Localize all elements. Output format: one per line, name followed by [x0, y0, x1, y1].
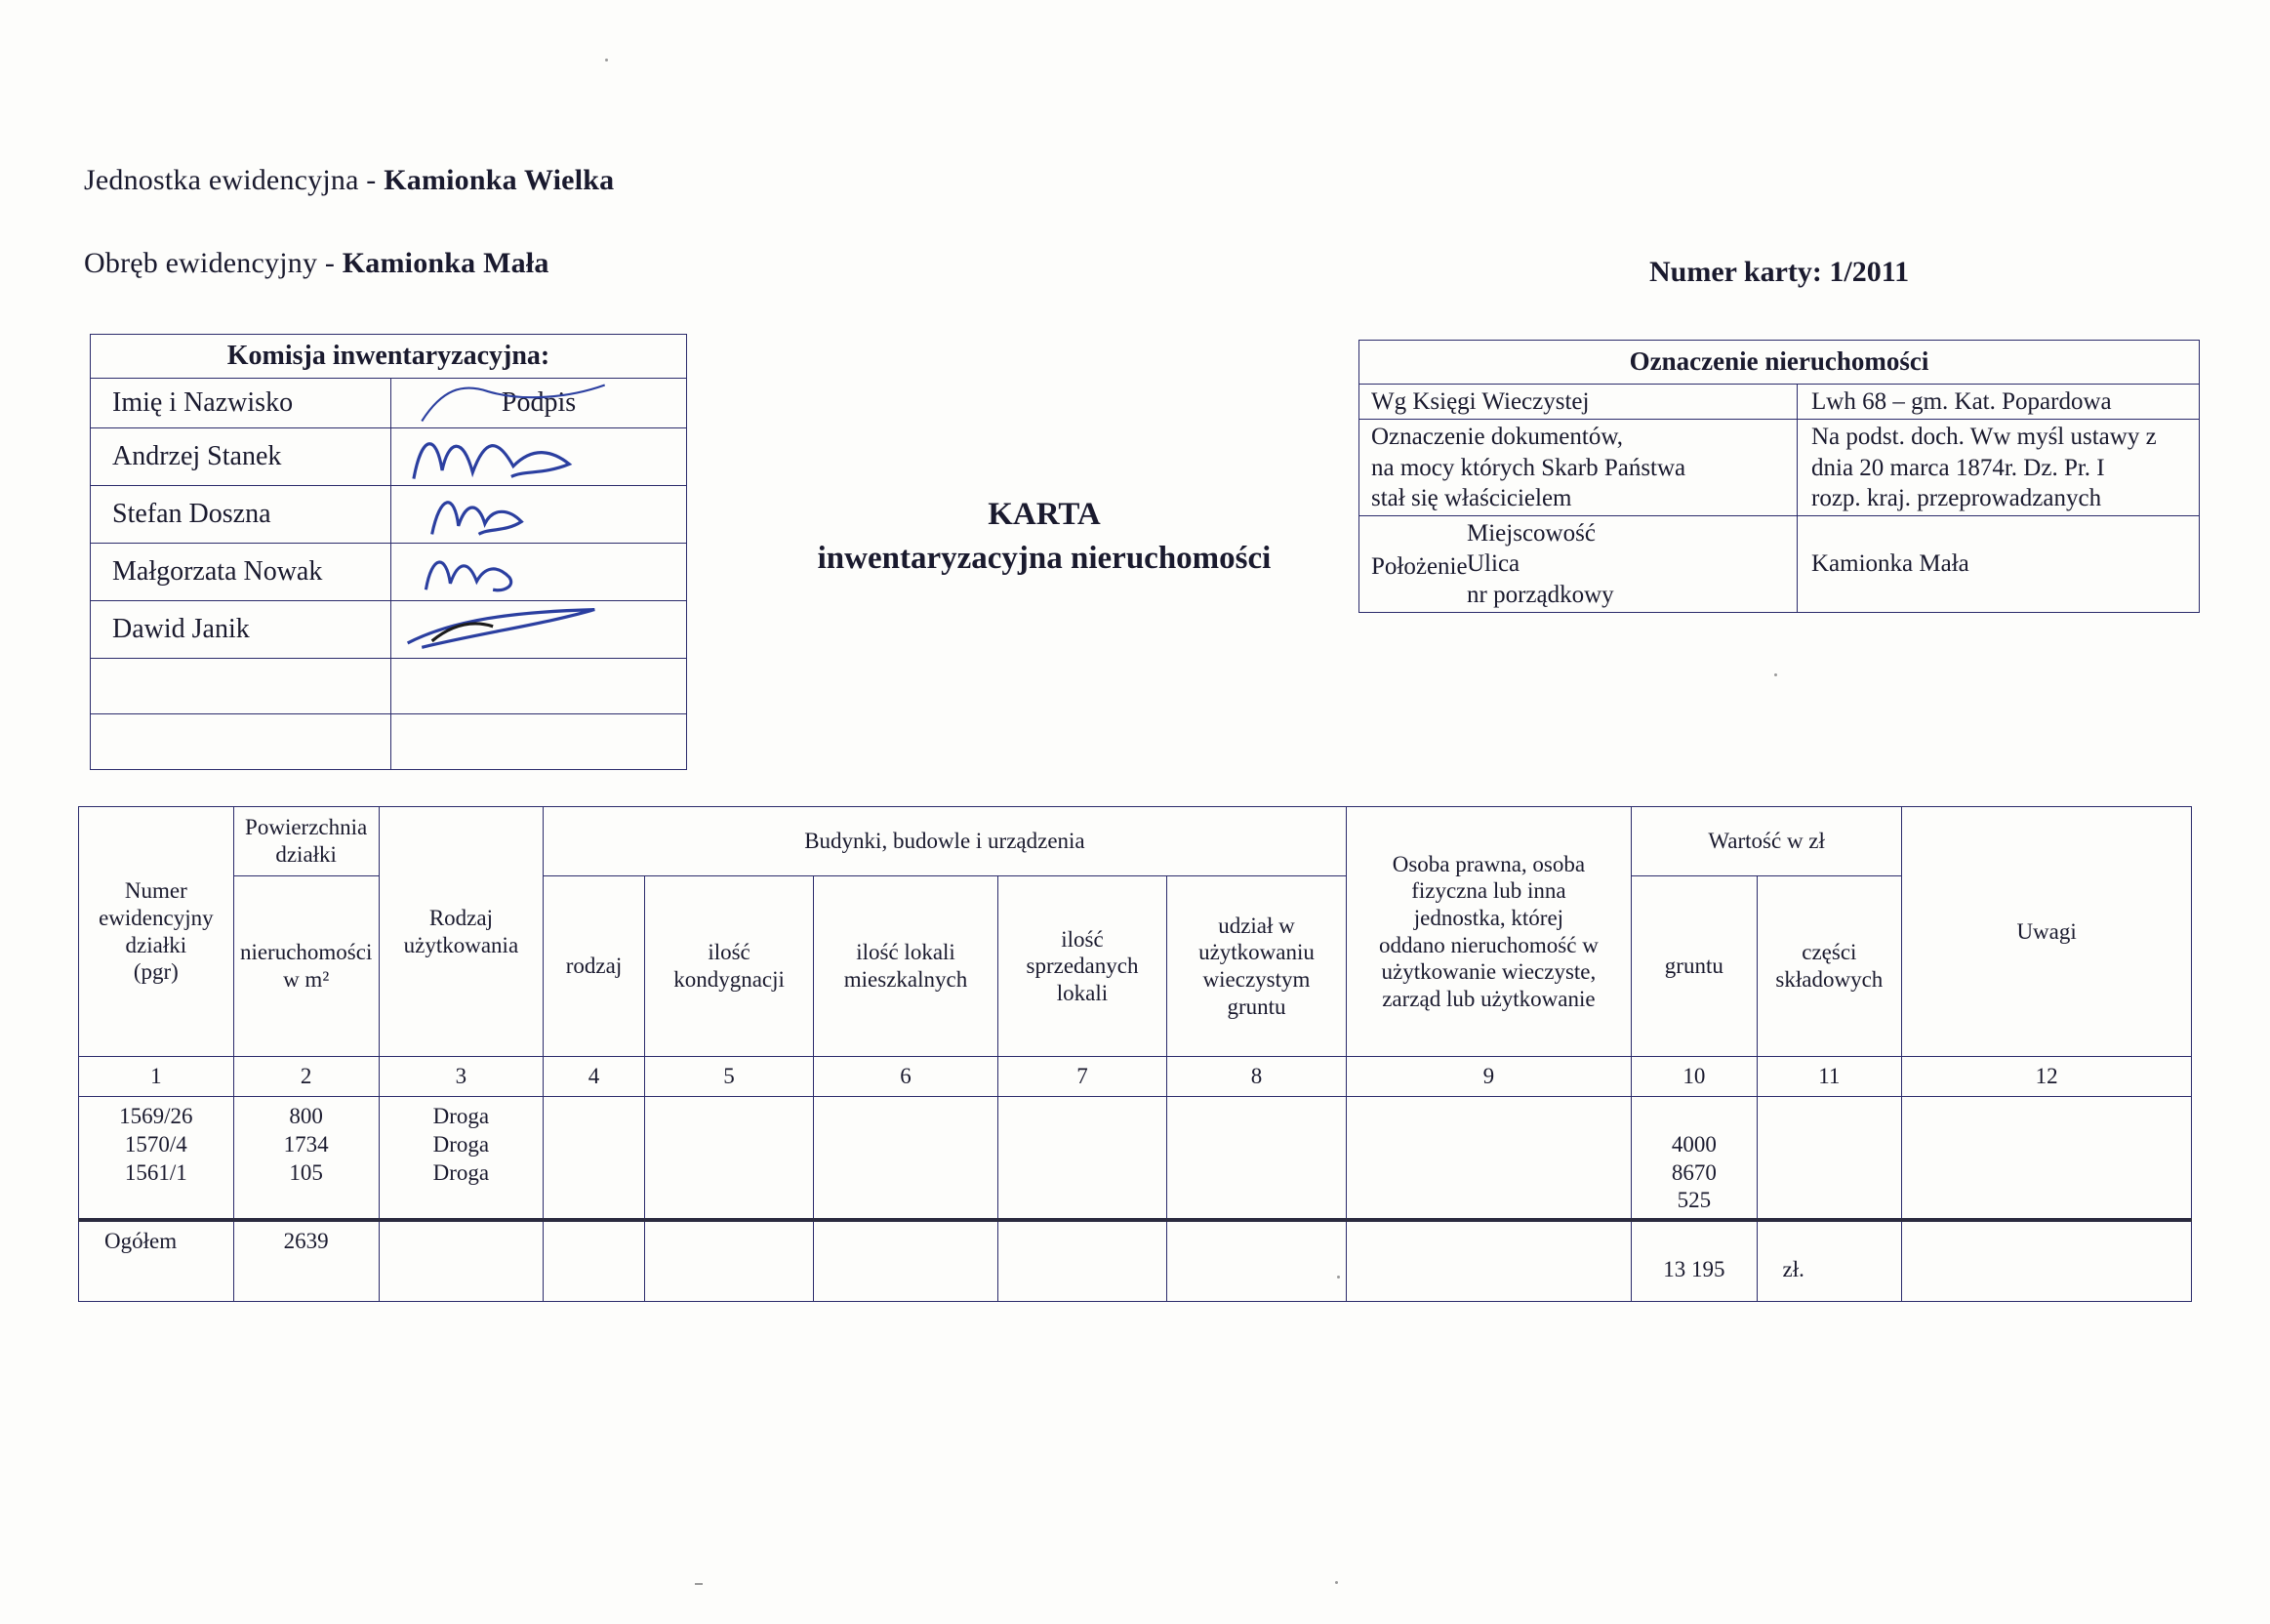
cell-numer-dzialki	[79, 1097, 234, 1221]
total-gruntu-value: 13 195	[1663, 1256, 1725, 1281]
numer-dzialki-3: 1561/1	[124, 1159, 187, 1185]
header-udzial-line-1: udział w	[1218, 913, 1295, 938]
header-ilosc-kondygnacji	[644, 876, 813, 1057]
oznaczenie-dokumentow-value-line-2: dnia 20 marca 1874r. Dz. Pr. I	[1811, 454, 2105, 481]
komisja-signature-1	[391, 428, 687, 486]
komisja-signature-2	[391, 486, 687, 544]
powierzchnia-2: 1734	[283, 1131, 329, 1157]
header-udzial-line-4: gruntu	[1227, 994, 1286, 1019]
colnum-5: 5	[644, 1057, 813, 1097]
polozenie-cell	[1359, 516, 1798, 613]
komisja-title: Komisja inwentaryzacyjna:	[91, 335, 687, 379]
column-number-row	[79, 1057, 2192, 1097]
oznaczenie-dokumentow-value-line-3: rozp. kraj. przeprowadzanych	[1811, 484, 2102, 511]
cell-ilosc-sprzedanych-lokali	[997, 1097, 1167, 1221]
table-row	[1359, 420, 2200, 516]
colnum-12: 12	[1902, 1057, 2192, 1097]
total-rodzaj-uzytkowania	[379, 1220, 544, 1302]
inwentaryzacja-table	[78, 806, 2192, 1302]
wartosc-gruntu-2: 8670	[1671, 1159, 1717, 1185]
signature-scribble-icon	[391, 428, 686, 485]
oznaczenie-dokumentow-value	[1798, 420, 2200, 516]
table-row	[91, 714, 687, 770]
header-powierzchnia-line-2: działki	[275, 842, 337, 867]
scan-speck	[1335, 1581, 1338, 1584]
total-gruntu-spacer	[1636, 1228, 1752, 1256]
colnum-11: 11	[1757, 1057, 1902, 1097]
header-osoba-line-1: Osoba prawna, osoba	[1392, 851, 1586, 876]
polozenie-sub-2: Ulica	[1467, 550, 1520, 578]
total-ilosc-kondygnacji	[644, 1220, 813, 1302]
colnum-2: 2	[233, 1057, 379, 1097]
komisja-signature-3	[391, 544, 687, 601]
header-numer-line-4: (pgr)	[133, 959, 179, 985]
header-sprzedanych-line-3: lokali	[1056, 980, 1109, 1005]
komisja-col-signature-label: Podpis	[501, 387, 577, 418]
table-row	[91, 601, 687, 659]
header-osoba-line-3: jednostka, której	[1413, 905, 1564, 930]
header-gruntu: gruntu	[1632, 876, 1757, 1057]
total-powierzchnia: 2639	[233, 1220, 379, 1302]
colnum-6: 6	[814, 1057, 997, 1097]
scan-speck	[1774, 673, 1777, 676]
cell-wartosc-gruntu	[1632, 1097, 1757, 1221]
komisja-signature-4	[391, 601, 687, 659]
header-osoba-line-5: użytkowanie wieczyste,	[1381, 959, 1597, 985]
total-osoba	[1346, 1220, 1631, 1302]
ksiega-wieczysta-label: Wg Księgi Wieczystej	[1359, 385, 1798, 420]
total-gruntu	[1632, 1220, 1757, 1302]
header-ilosc-lokali-mieszkalnych	[814, 876, 997, 1057]
cell-rodzaj-uzytkowania	[379, 1097, 544, 1221]
header-rodzaj: rodzaj	[544, 876, 645, 1057]
colnum-9: 9	[1346, 1057, 1631, 1097]
header-powierzchnia-sub	[233, 876, 379, 1057]
colnum-1: 1	[79, 1057, 234, 1097]
table-row	[1359, 341, 2200, 385]
jednostka-ewidencyjna-line	[84, 164, 614, 197]
header-rodzaj-uzytkowania	[379, 807, 544, 1057]
title-line-2: inwentaryzacyjna nieruchomości	[817, 540, 1272, 576]
header-sprzedanych-line-2: sprzedanych	[1026, 954, 1139, 979]
header-numer-ewidencyjny	[79, 807, 234, 1057]
table-row	[91, 544, 687, 601]
table-header-row	[79, 807, 2192, 876]
komisja-table	[90, 334, 687, 770]
header-rodzaj-uzytkowania-line-2: użytkowania	[403, 932, 519, 957]
komisja-empty-signature-1	[391, 659, 687, 714]
header-budynki-group: Budynki, budowle i urządzenia	[544, 807, 1347, 876]
wartosc-gruntu-0	[1636, 1103, 1752, 1131]
total-czesci-skladowych	[1757, 1220, 1902, 1302]
header-lokali-line-2: mieszkalnych	[843, 967, 968, 992]
header-udzial-line-3: wieczystym	[1202, 967, 1311, 992]
komisja-member-2: Stefan Doszna	[91, 486, 391, 544]
colnum-8: 8	[1167, 1057, 1346, 1097]
header-czesci-line-1: części	[1802, 940, 1857, 965]
komisja-empty-name-2	[91, 714, 391, 770]
header-sprzedanych-line-1: ilość	[1061, 926, 1104, 952]
header-numer-line-1: Numer	[124, 878, 187, 904]
signature-scribble-icon	[391, 544, 686, 600]
rodzaj-uzytkowania-2: Droga	[432, 1131, 490, 1157]
scan-speck	[605, 59, 608, 61]
polozenie-label: Położenie	[1371, 553, 1468, 580]
wartosc-gruntu-3: 525	[1677, 1188, 1712, 1213]
oznaczenie-dokumentow-label-line-1: Oznaczenie dokumentów,	[1371, 424, 1623, 451]
wartosc-gruntu-1: 4000	[1671, 1131, 1717, 1157]
signature-scribble-icon	[391, 486, 686, 543]
table-row	[91, 428, 687, 486]
colnum-10: 10	[1632, 1057, 1757, 1097]
komisja-member-1: Andrzej Stanek	[91, 428, 391, 486]
numer-dzialki-2: 1570/4	[124, 1131, 187, 1157]
total-uwagi	[1902, 1220, 2192, 1302]
header-uwagi: Uwagi	[1902, 807, 2192, 1057]
header-udzial-line-2: użytkowaniu	[1198, 940, 1315, 965]
header-powierzchnia-line-1: Powierzchnia	[245, 815, 368, 840]
powierzchnia-3: 105	[289, 1159, 323, 1185]
oznaczenie-nieruchomosci-table	[1358, 340, 2200, 613]
page-title	[742, 493, 1347, 580]
obreb-ewidencyjny-line	[84, 247, 549, 280]
header-osoba	[1346, 807, 1631, 1057]
table-row	[1359, 385, 2200, 420]
polozenie-sub-3: nr porządkowy	[1467, 581, 1614, 608]
header-powierzchnia-sub-line-2: w m²	[283, 967, 330, 992]
header-czesci-line-2: składowych	[1775, 967, 1884, 992]
table-row	[91, 486, 687, 544]
jednostka-label: Jednostka ewidencyjna -	[84, 164, 385, 196]
rodzaj-uzytkowania-1: Droga	[432, 1104, 490, 1128]
polozenie-sub-1: Miejscowość	[1467, 520, 1596, 547]
oznaczenie-dokumentow-value-line-1: Na podst. doch. Ww myśl ustawy z	[1811, 424, 2157, 451]
table-total-row	[79, 1220, 2192, 1302]
cell-osoba	[1346, 1097, 1631, 1221]
header-rodzaj-uzytkowania-line-1: Rodzaj	[428, 905, 493, 930]
numer-karty: Numer karty: 1/2011	[1649, 256, 1910, 288]
numer-dzialki-1: 1569/26	[119, 1104, 193, 1128]
header-powierzchnia	[233, 807, 379, 876]
table-row	[79, 1097, 2192, 1221]
komisja-empty-signature-2	[391, 714, 687, 770]
table-row	[91, 335, 687, 379]
oznaczenie-title: Oznaczenie nieruchomości	[1359, 341, 2200, 385]
colnum-3: 3	[379, 1057, 544, 1097]
header-numer-line-2: ewidencyjny	[99, 905, 214, 930]
komisja-member-3: Małgorzata Nowak	[91, 544, 391, 601]
oznaczenie-dokumentow-label	[1359, 420, 1798, 516]
obreb-value: Kamionka Mała	[342, 247, 549, 279]
total-ilosc-lokali-mieszkalnych	[814, 1220, 997, 1302]
cell-ilosc-kondygnacji	[644, 1097, 813, 1221]
total-ilosc-sprzedanych-lokali	[997, 1220, 1167, 1302]
table-row	[1359, 516, 2200, 613]
cell-rodzaj	[544, 1097, 645, 1221]
scan-speck	[1337, 1276, 1340, 1279]
header-ilosc-sprzedanych-lokali	[997, 876, 1167, 1057]
cell-czesci-skladowych	[1757, 1097, 1902, 1221]
total-czesci-spacer	[1783, 1228, 1898, 1256]
polozenie-value: Kamionka Mała	[1798, 516, 2200, 613]
rodzaj-uzytkowania-3: Droga	[432, 1159, 490, 1185]
obreb-label: Obręb ewidencyjny -	[84, 247, 343, 279]
table-row	[91, 659, 687, 714]
komisja-empty-name-1	[91, 659, 391, 714]
oznaczenie-dokumentow-label-line-2: na mocy których Skarb Państwa	[1371, 454, 1686, 481]
komisja-col-name: Imię i Nazwisko	[91, 379, 391, 428]
scan-speck	[695, 1583, 703, 1585]
header-lokali-line-1: ilość lokali	[856, 940, 955, 965]
komisja-col-signature	[391, 379, 687, 428]
header-udzial	[1167, 876, 1346, 1057]
title-line-1: KARTA	[988, 497, 1101, 532]
ksiega-wieczysta-value: Lwh 68 – gm. Kat. Popardowa	[1798, 385, 2200, 420]
total-rodzaj	[544, 1220, 645, 1302]
header-kondygnacji-line-1: ilość	[708, 940, 750, 965]
table-row	[91, 379, 687, 428]
total-label: Ogółem	[79, 1220, 234, 1302]
header-powierzchnia-sub-line-1: nieruchomości	[239, 940, 373, 965]
colnum-4: 4	[544, 1057, 645, 1097]
header-osoba-line-2: fizyczna lub inna	[1411, 878, 1566, 904]
header-osoba-line-4: oddano nieruchomość w	[1378, 932, 1599, 957]
cell-uwagi	[1902, 1097, 2192, 1221]
jednostka-value: Kamionka Wielka	[384, 164, 615, 196]
cell-powierzchnia	[233, 1097, 379, 1221]
header-wartosc-group: Wartość w zł	[1632, 807, 1902, 876]
total-czesci-value: zł.	[1782, 1256, 1804, 1281]
powierzchnia-1: 800	[289, 1104, 323, 1128]
cell-ilosc-lokali-mieszkalnych	[814, 1097, 997, 1221]
header-czesci-skladowych	[1757, 876, 1902, 1057]
colnum-7: 7	[997, 1057, 1167, 1097]
header-numer-line-3: działki	[125, 932, 187, 957]
cell-udzial	[1167, 1097, 1346, 1221]
header-osoba-line-6: zarząd lub użytkowanie	[1382, 986, 1596, 1011]
signature-scribble-icon	[391, 601, 686, 658]
oznaczenie-dokumentow-label-line-3: stał się właścicielem	[1371, 484, 1572, 511]
komisja-member-4: Dawid Janik	[91, 601, 391, 659]
total-udzial	[1167, 1220, 1346, 1302]
header-kondygnacji-line-2: kondygnacji	[673, 967, 785, 992]
